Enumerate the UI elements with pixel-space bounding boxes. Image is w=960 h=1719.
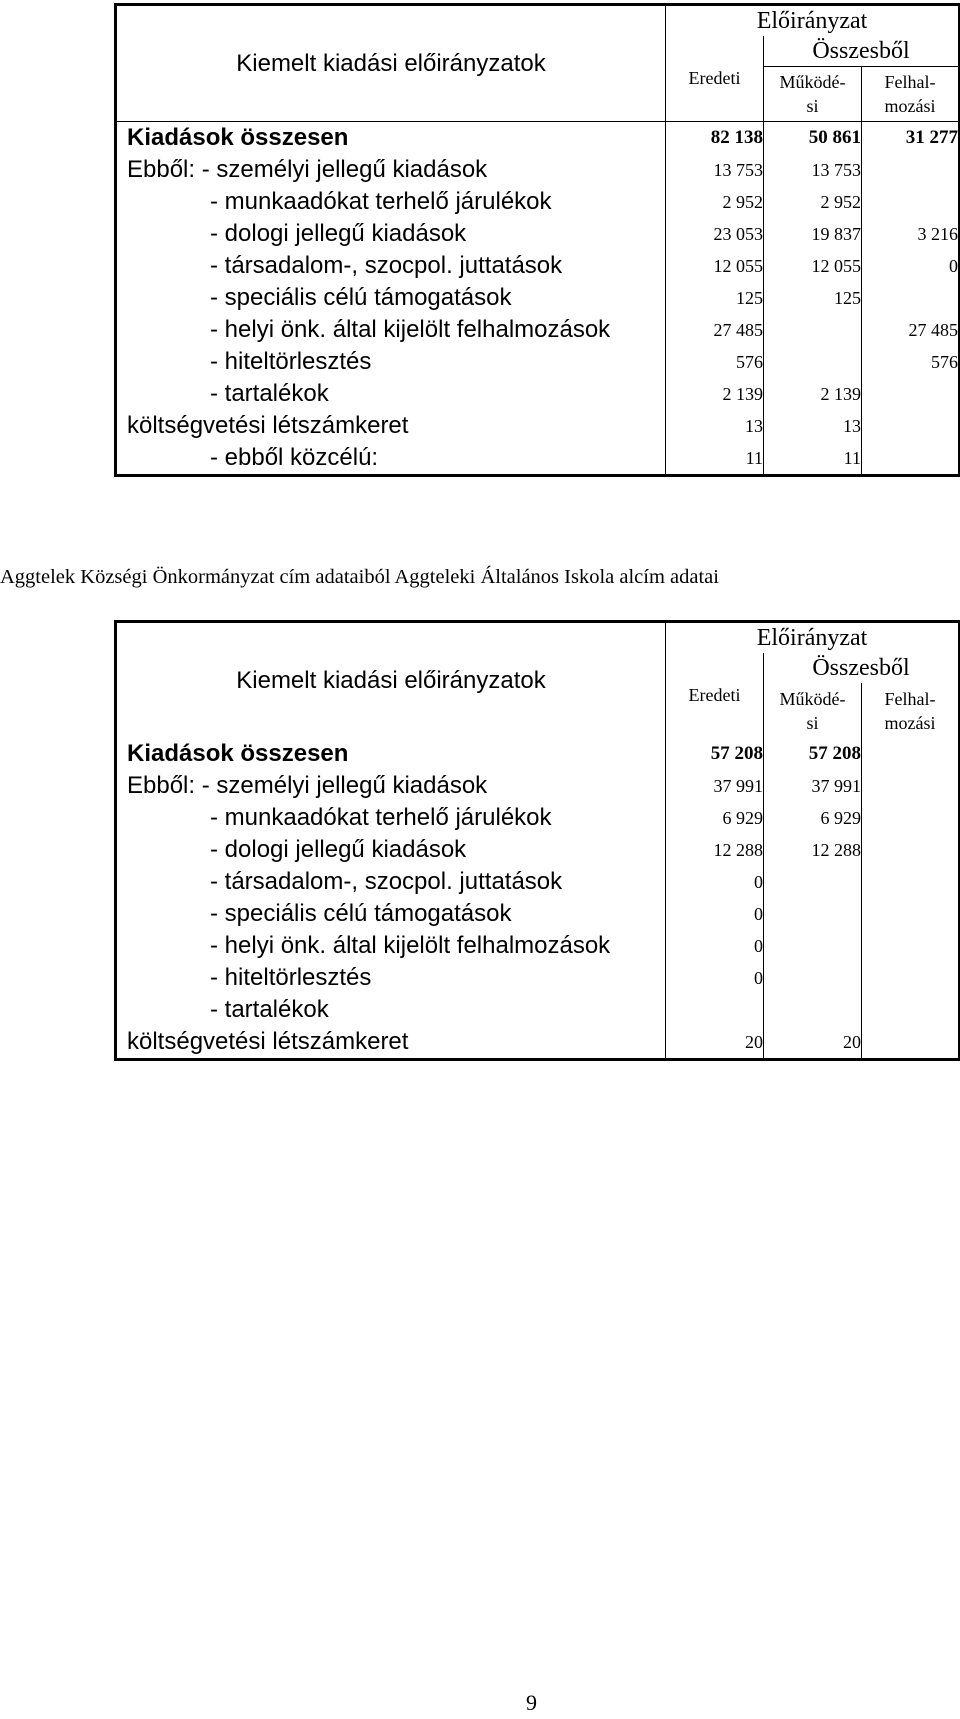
cell-mukodesi: 19 837: [764, 218, 862, 250]
row-label: Ebből: - személyi jellegű kiadások: [127, 156, 488, 183]
section-subtitle: Aggtelek Községi Önkormányzat cím adataiból Aggteleki Általános Iskola alcím adatai: [0, 566, 719, 588]
cell-mukodesi: [764, 898, 862, 930]
cell-eredeti: 0: [666, 930, 764, 962]
cell-mukodesi: 12 055: [764, 250, 862, 282]
table-header-row: [116, 5, 960, 37]
cell-eredeti: 125: [666, 282, 764, 314]
table-row: [116, 282, 960, 314]
cell-mukodesi: 37 991: [764, 770, 862, 802]
column-header-title: Kiemelt kiadási előirányzatok: [116, 5, 666, 122]
page-number: 9: [526, 1690, 537, 1715]
cell-felhalmozasi: [862, 378, 960, 410]
row-label: Kiadások összesen: [127, 124, 349, 151]
table-header-row: [116, 622, 960, 654]
table-row: [116, 802, 960, 834]
cell-mukodesi: [764, 866, 862, 898]
cell-felhalmozasi: [862, 994, 960, 1026]
row-label: - speciális célú támogatások: [210, 900, 512, 927]
column-header-eloiranyzat: Előirányzat: [666, 622, 960, 654]
cell-mukodesi: [764, 962, 862, 994]
table-row: [116, 154, 960, 186]
cell-felhalmozasi: 576: [862, 346, 960, 378]
column-header-felhalmozasi-line1: Felhal-: [884, 72, 936, 92]
cell-eredeti: 2 952: [666, 186, 764, 218]
cell-felhalmozasi: 3 216: [862, 218, 960, 250]
cell-eredeti: 12 055: [666, 250, 764, 282]
cell-eredeti: 27 485: [666, 314, 764, 346]
cell-mukodesi: 20: [764, 1026, 862, 1060]
cell-eredeti: 0: [666, 866, 764, 898]
cell-mukodesi: 2 139: [764, 378, 862, 410]
table-row: [116, 346, 960, 378]
cell-eredeti: 37 991: [666, 770, 764, 802]
cell-mukodesi: 6 929: [764, 802, 862, 834]
cell-eredeti: 12 288: [666, 834, 764, 866]
table-row: [116, 994, 960, 1026]
cell-mukodesi: [764, 346, 862, 378]
row-label: - tartalékok: [210, 380, 329, 407]
cell-felhalmozasi: [862, 866, 960, 898]
column-header-mukodesi-line2: si: [806, 712, 819, 733]
row-label: - hiteltörlesztés: [210, 964, 372, 991]
cell-mukodesi: [764, 314, 862, 346]
cell-felhalmozasi: [862, 410, 960, 442]
budget-table-1: [114, 3, 960, 477]
table-row: [116, 930, 960, 962]
cell-felhalmozasi: [862, 442, 960, 476]
column-header-eloiranyzat: Előirányzat: [666, 5, 960, 37]
column-header-osszesbol: Összesből: [764, 653, 960, 683]
cell-mukodesi: 2 952: [764, 186, 862, 218]
cell-felhalmozasi: [862, 186, 960, 218]
row-label: költségvetési létszámkeret: [127, 1028, 409, 1055]
cell-eredeti: 11: [666, 442, 764, 476]
cell-mukodesi: 13: [764, 410, 862, 442]
cell-felhalmozasi: [862, 898, 960, 930]
cell-mukodesi: [764, 930, 862, 962]
column-header-mukodesi-line1: Működé-: [779, 688, 846, 709]
column-header-mukodesi: [764, 67, 862, 122]
column-header-mukodesi: [764, 683, 862, 738]
cell-felhalmozasi: [862, 738, 960, 770]
cell-felhalmozasi: [862, 802, 960, 834]
cell-mukodesi: 12 288: [764, 834, 862, 866]
cell-eredeti: 2 139: [666, 378, 764, 410]
column-header-osszesbol: Összesből: [764, 36, 960, 67]
row-label: - dologi jellegű kiadások: [210, 220, 467, 247]
row-label: - hiteltörlesztés: [210, 348, 372, 375]
column-header-eredeti: Eredeti: [666, 36, 764, 122]
row-label: költségvetési létszámkeret: [127, 412, 409, 439]
row-label: - dologi jellegű kiadások: [210, 836, 467, 863]
table-row: [116, 250, 960, 282]
cell-eredeti: 57 208: [666, 738, 764, 770]
cell-felhalmozasi: [862, 930, 960, 962]
table-row: [116, 378, 960, 410]
table-row: [116, 962, 960, 994]
cell-eredeti: 13 753: [666, 154, 764, 186]
cell-eredeti: 6 929: [666, 802, 764, 834]
row-label: - munkaadókat terhelő járulékok: [210, 188, 552, 215]
cell-eredeti: 13: [666, 410, 764, 442]
row-label: - ebből közcélú:: [210, 444, 379, 471]
table-row: [116, 122, 960, 155]
cell-felhalmozasi: [862, 1026, 960, 1060]
row-label: - tartalékok: [210, 996, 329, 1023]
column-header-title: Kiemelt kiadási előirányzatok: [236, 666, 546, 694]
row-label: - speciális célú támogatások: [210, 284, 512, 311]
column-header-eredeti: Eredeti: [666, 653, 764, 738]
column-header-felhalmozasi-line2: mozási: [884, 712, 936, 733]
cell-felhalmozasi: [862, 770, 960, 802]
column-header-mukodesi-line2: si: [806, 96, 819, 116]
cell-eredeti: 82 138: [666, 122, 764, 155]
table-row: [116, 866, 960, 898]
cell-eredeti: 23 053: [666, 218, 764, 250]
column-header-felhalmozasi-line1: Felhal-: [884, 688, 936, 709]
table-row: [116, 834, 960, 866]
cell-felhalmozasi: 0: [862, 250, 960, 282]
column-header-felhalmozasi-line2: mozási: [884, 96, 936, 116]
table-row: [116, 770, 960, 802]
column-header-mukodesi-line1: Működé-: [779, 72, 846, 92]
cell-felhalmozasi: [862, 834, 960, 866]
row-label: - helyi önk. által kijelölt felhalmozások: [210, 316, 611, 343]
cell-eredeti: 576: [666, 346, 764, 378]
cell-felhalmozasi: [862, 962, 960, 994]
column-header-felhalmozasi: [862, 683, 960, 738]
cell-felhalmozasi: 31 277: [862, 122, 960, 155]
table-row: [116, 898, 960, 930]
cell-mukodesi: [764, 994, 862, 1026]
table-row: [116, 186, 960, 218]
table-row: [116, 1026, 960, 1060]
cell-mukodesi: 57 208: [764, 738, 862, 770]
cell-eredeti: 0: [666, 962, 764, 994]
row-label: - munkaadókat terhelő járulékok: [210, 804, 552, 831]
cell-eredeti: [666, 994, 764, 1026]
cell-mukodesi: 125: [764, 282, 862, 314]
row-label: Ebből: - személyi jellegű kiadások: [127, 772, 488, 799]
row-label: - társadalom-, szocpol. juttatások: [210, 252, 563, 279]
cell-eredeti: 0: [666, 898, 764, 930]
cell-felhalmozasi: 27 485: [862, 314, 960, 346]
row-label: Kiadások összesen: [127, 740, 349, 767]
budget-table-2: [114, 620, 960, 1061]
table-row: [116, 410, 960, 442]
table-row: [116, 442, 960, 476]
table-row: [116, 218, 960, 250]
table-row: [116, 738, 960, 770]
cell-mukodesi: 13 753: [764, 154, 862, 186]
cell-felhalmozasi: [862, 154, 960, 186]
cell-mukodesi: 50 861: [764, 122, 862, 155]
cell-mukodesi: 11: [764, 442, 862, 476]
column-header-felhalmozasi: [862, 67, 960, 122]
row-label: - helyi önk. által kijelölt felhalmozások: [210, 932, 611, 959]
cell-eredeti: 20: [666, 1026, 764, 1060]
row-label: - társadalom-, szocpol. juttatások: [210, 868, 563, 895]
cell-felhalmozasi: [862, 282, 960, 314]
table-row: [116, 314, 960, 346]
